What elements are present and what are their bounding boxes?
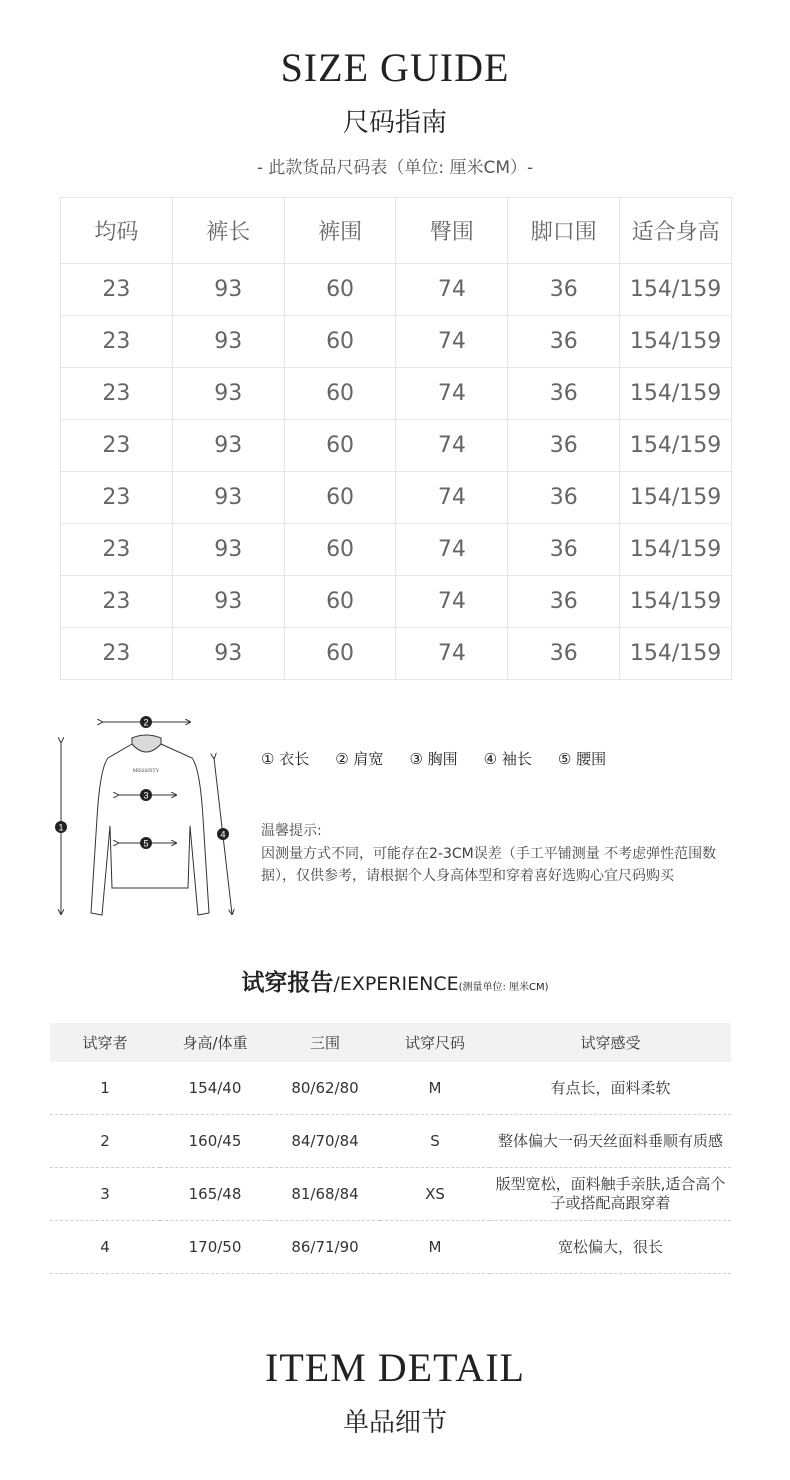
size-table-cell: 36	[508, 628, 620, 680]
size-header-cell: 均码	[61, 198, 173, 264]
size-table-cell: 74	[396, 368, 508, 420]
size-table-cell: 36	[508, 368, 620, 420]
experience-heading	[0, 964, 790, 997]
size-table-cell: 93	[172, 316, 284, 368]
size-table-cell: 93	[172, 264, 284, 316]
size-table-cell: 36	[508, 524, 620, 576]
size-table-cell: 74	[396, 576, 508, 628]
marker-4: 4	[220, 829, 226, 840]
garment-brand-text: MISSSIXTY	[132, 769, 160, 774]
experience-table-cell: M	[380, 1062, 490, 1115]
experience-table-cell: 有点长，面料柔软	[490, 1062, 731, 1115]
size-table-cell: 23	[61, 576, 173, 628]
size-table-cell: 60	[284, 576, 396, 628]
experience-table-cell: XS	[380, 1168, 490, 1221]
item-detail-title: ITEM DETAIL	[265, 1345, 525, 1390]
size-table-cell: 23	[61, 368, 173, 420]
experience-table-cell: 84/70/84	[270, 1115, 380, 1168]
size-table-row	[61, 472, 732, 524]
size-table	[60, 197, 732, 680]
experience-table-cell: 3	[50, 1168, 160, 1221]
experience-header-cell: 身高/体重	[160, 1023, 270, 1062]
garment-measurement-diagram	[48, 708, 248, 918]
size-table-cell: 60	[284, 420, 396, 472]
size-table-cell: 154/159	[620, 316, 732, 368]
size-table-cell: 36	[508, 420, 620, 472]
experience-table-cell: S	[380, 1115, 490, 1168]
experience-title-cn: 试穿报告	[241, 970, 334, 996]
size-table-cell: 60	[284, 524, 396, 576]
experience-table-row	[50, 1168, 731, 1221]
item-detail-title-cn: 单品细节	[342, 1408, 447, 1438]
size-table-cell: 154/159	[620, 420, 732, 472]
experience-table-header	[50, 1023, 731, 1062]
experience-table-cell: M	[380, 1221, 490, 1274]
size-table-cell: 93	[172, 576, 284, 628]
experience-table	[50, 1023, 731, 1274]
size-table-cell: 36	[508, 472, 620, 524]
experience-table-cell: 宽松偏大，很长	[490, 1221, 731, 1274]
size-header-cell: 适合身高	[620, 198, 732, 264]
size-table-cell: 154/159	[620, 576, 732, 628]
size-table-cell: 93	[172, 524, 284, 576]
legend-item-sleeve: ④ 袖长	[483, 750, 532, 768]
size-table-row	[61, 264, 732, 316]
size-table-cell: 93	[172, 628, 284, 680]
size-table-cell: 74	[396, 316, 508, 368]
size-table-cell: 36	[508, 316, 620, 368]
size-guide-subtitle: - 此款货品尺码表（单位: 厘米CM）-	[256, 158, 534, 178]
experience-header-cell: 试穿感受	[490, 1023, 731, 1062]
experience-unit: (测量单位: 厘米CM)	[458, 982, 549, 993]
legend-item-length: ① 衣长	[261, 750, 310, 768]
size-guide-title-cn: 尺码指南	[342, 108, 447, 138]
size-table-cell: 60	[284, 264, 396, 316]
experience-table-cell: 2	[50, 1115, 160, 1168]
size-table-header	[61, 198, 732, 264]
size-table-cell: 154/159	[620, 628, 732, 680]
size-table-cell: 93	[172, 472, 284, 524]
experience-table-cell: 81/68/84	[270, 1168, 380, 1221]
experience-table-cell: 154/40	[160, 1062, 270, 1115]
size-table-cell: 74	[396, 524, 508, 576]
size-header-cell: 脚口围	[508, 198, 620, 264]
size-table-row	[61, 316, 732, 368]
size-table-cell: 154/159	[620, 368, 732, 420]
size-table-cell: 74	[396, 628, 508, 680]
experience-table-row	[50, 1062, 731, 1115]
experience-table-row	[50, 1221, 731, 1274]
size-table-row	[61, 420, 732, 472]
tips-body: 因测量方式不同，可能存在2-3CM误差（手工平铺测量 不考虑弹性范围数据），仅供参考，请根据个人身高体型和穿着喜好选购心宜尺码购买	[261, 846, 717, 884]
size-table-cell: 60	[284, 628, 396, 680]
size-table-cell: 60	[284, 472, 396, 524]
size-table-cell: 23	[61, 316, 173, 368]
experience-header-cell: 试穿尺码	[380, 1023, 490, 1062]
size-table-cell: 74	[396, 264, 508, 316]
size-header-cell: 裤围	[284, 198, 396, 264]
experience-table-cell: 165/48	[160, 1168, 270, 1221]
size-table-cell: 23	[61, 264, 173, 316]
size-table-cell: 93	[172, 420, 284, 472]
size-guide-title: SIZE GUIDE	[280, 45, 510, 90]
experience-table-cell: 86/71/90	[270, 1221, 380, 1274]
experience-table-cell: 80/62/80	[270, 1062, 380, 1115]
size-table-cell: 74	[396, 420, 508, 472]
size-header-cell: 臀围	[396, 198, 508, 264]
experience-table-cell: 1	[50, 1062, 160, 1115]
size-table-row	[61, 368, 732, 420]
marker-5: 5	[143, 838, 149, 849]
size-table-cell: 93	[172, 368, 284, 420]
size-table-cell: 154/159	[620, 472, 732, 524]
experience-table-cell: 160/45	[160, 1115, 270, 1168]
legend-item-waist: ⑤ 腰围	[557, 750, 607, 768]
experience-table-cell: 版型宽松，面料触手亲肤,适合高个子或搭配高跟穿着	[490, 1168, 731, 1221]
size-table-cell: 23	[61, 472, 173, 524]
size-table-cell: 23	[61, 420, 173, 472]
marker-1: 1	[58, 822, 64, 833]
size-table-cell: 23	[61, 524, 173, 576]
experience-header-cell: 试穿者	[50, 1023, 160, 1062]
size-table-cell: 154/159	[620, 524, 732, 576]
size-table-cell: 60	[284, 368, 396, 420]
experience-table-cell: 170/50	[160, 1221, 270, 1274]
marker-3: 3	[143, 790, 149, 801]
size-table-cell: 23	[61, 628, 173, 680]
legend-item-chest: ③ 胸围	[409, 750, 458, 768]
size-table-cell: 154/159	[620, 264, 732, 316]
size-table-cell: 36	[508, 576, 620, 628]
size-table-cell: 74	[396, 472, 508, 524]
experience-title-en: /EXPERIENCE	[333, 973, 459, 995]
legend-item-shoulder: ② 肩宽	[335, 750, 384, 768]
experience-header-cell: 三围	[270, 1023, 380, 1062]
experience-table-cell: 4	[50, 1221, 160, 1274]
marker-2: 2	[143, 717, 149, 728]
size-table-row	[61, 524, 732, 576]
tips-title: 温馨提示:	[261, 823, 322, 839]
size-header-cell: 裤长	[172, 198, 284, 264]
measurement-legend	[261, 748, 606, 769]
size-table-row	[61, 576, 732, 628]
experience-table-cell: 整体偏大一码天丝面料垂顺有质感	[490, 1115, 731, 1168]
size-table-row	[61, 628, 732, 680]
size-table-cell: 60	[284, 316, 396, 368]
size-table-cell: 36	[508, 264, 620, 316]
experience-table-row	[50, 1115, 731, 1168]
